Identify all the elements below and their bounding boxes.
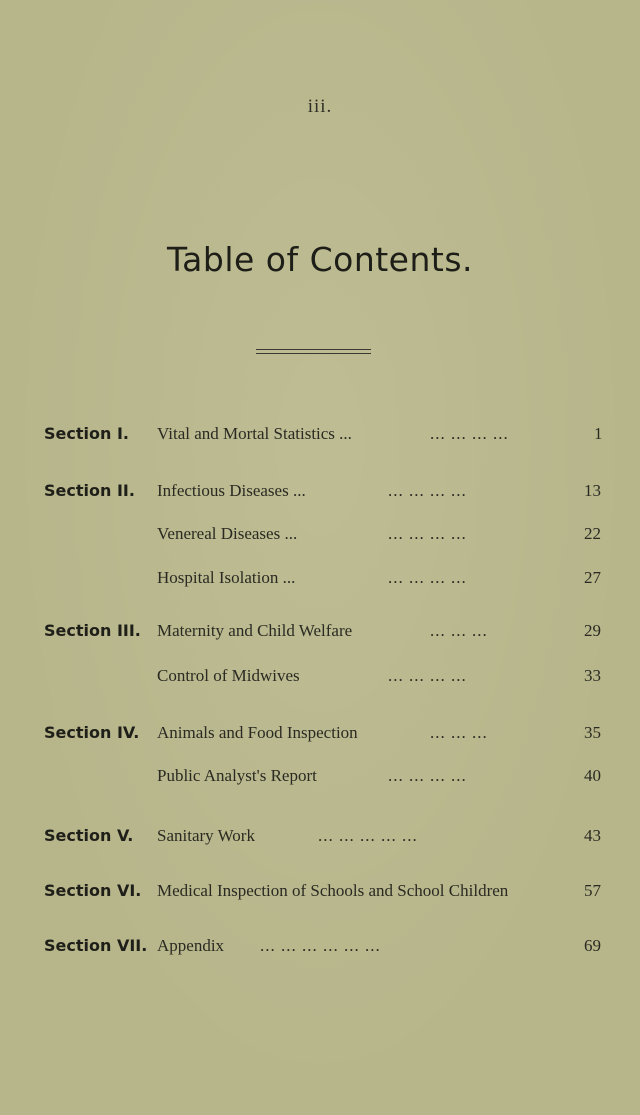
toc-entry (0, 524, 640, 554)
page-title: Table of Contents. (166, 240, 474, 279)
page-reference: 35 (584, 723, 601, 742)
dot-leader: ... ... ... ... (388, 524, 467, 543)
entry-title: Maternity and Child Welfare (157, 621, 353, 640)
entry-title: Animals and Food Inspection (157, 723, 358, 742)
section-label: Section I. (44, 424, 129, 443)
toc-entry (0, 766, 640, 796)
dot-leader: ... ... ... ... (388, 766, 467, 785)
dot-leader: ... ... ... ... (430, 424, 509, 443)
page-reference: 33 (584, 666, 601, 685)
dot-leader: ... ... ... ... (388, 666, 467, 685)
toc-entry (0, 666, 640, 696)
entry-title: Hospital Isolation ... (157, 568, 296, 587)
entry-title: Vital and Mortal Statistics ... (157, 424, 352, 443)
entry-title: Infectious Diseases ... (157, 481, 306, 500)
toc-entry (0, 881, 640, 911)
section-label: Section II. (44, 481, 135, 500)
page-reference: 1 (594, 424, 603, 443)
toc-entry (0, 826, 640, 856)
dot-leader: ... ... ... ... (388, 568, 467, 587)
page-reference: 13 (584, 481, 601, 500)
page-number: iii. (307, 96, 333, 117)
title-rule-top (256, 349, 371, 350)
toc-entry (0, 424, 640, 454)
toc-entry (0, 481, 640, 511)
dot-leader: ... ... ... ... ... (318, 826, 418, 845)
dot-leader: ... ... ... ... ... ... (260, 936, 381, 955)
toc-entry (0, 568, 640, 598)
page-reference: 27 (584, 568, 601, 587)
entry-title: Control of Midwives (157, 666, 300, 685)
title-rule-bottom (256, 353, 371, 354)
entry-title: Venereal Diseases ... (157, 524, 298, 543)
dot-leader: ... ... ... (430, 723, 488, 742)
section-label: Section III. (44, 621, 141, 640)
page-reference: 69 (584, 936, 601, 955)
toc-entry (0, 936, 640, 966)
page-reference: 43 (584, 826, 601, 845)
dot-leader: ... ... ... (430, 621, 488, 640)
section-label: Section V. (44, 826, 134, 845)
section-label: Section IV. (44, 723, 140, 742)
page-reference: 40 (584, 766, 601, 785)
page-reference: 29 (584, 621, 601, 640)
page-reference: 57 (584, 881, 601, 900)
toc-entry (0, 621, 640, 651)
section-label: Section VII. (44, 936, 148, 955)
entry-title: Appendix (157, 936, 225, 955)
toc-entry (0, 723, 640, 753)
section-label: Section VI. (44, 881, 142, 900)
entry-title: Public Analyst's Report (157, 766, 317, 785)
entry-title: Sanitary Work (157, 826, 255, 845)
dot-leader: ... ... ... ... (388, 481, 467, 500)
entry-title: Medical Inspection of Schools and School Children (157, 881, 509, 900)
page-reference: 22 (584, 524, 601, 543)
